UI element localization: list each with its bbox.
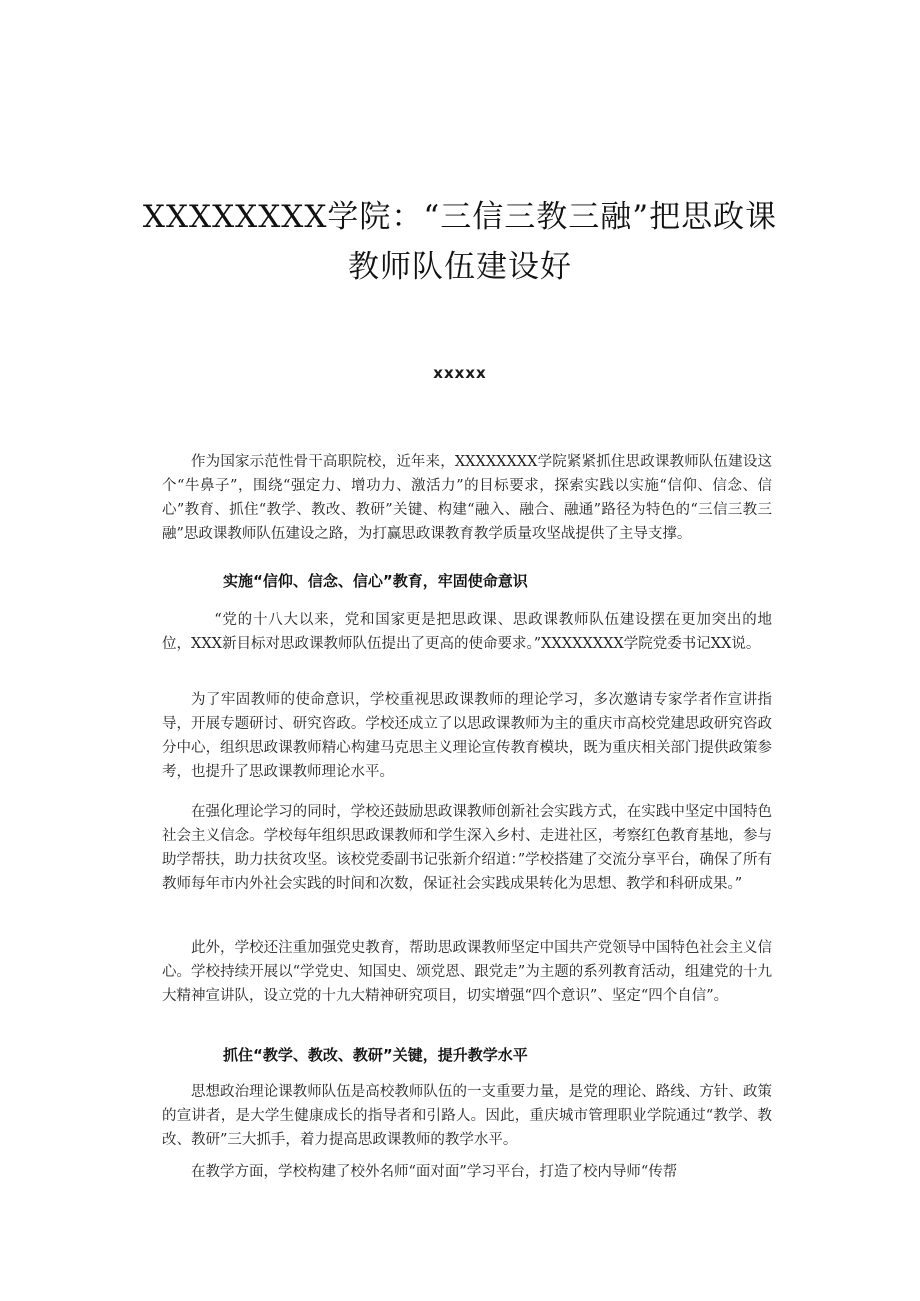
paragraph-intro: 作为国家示范性骨干高职院校，近年来，XXXXXXXX学院紧紧抓住思政课教师队伍建设这个“牛鼻子”，围绕“强定力、增功力、激活力”的目标要求，探索实践以实施“信仰、信念、信心”教育、抓住“教学、教改、教研”关键、构建“融入、融合、融通”路径为特色的“三信三教三融”思政课教师队伍建设之路，为打赢思政课教育教学质量攻坚战提供了主导支撑。	[162, 454, 772, 542]
document-title: XXXXXXXX学院：“三信三教三融”把思政课教师队伍建设好	[142, 199, 778, 285]
paragraph-party-history: 此外，学校还注重加强党史教育，帮助思政课教师坚定中国共产党领导中国特色社会主义信心。学校持续开展以“学党史、知国史、颂党恩、跟党走”为主题的系列教育活动，组建党的十九大精神宣讲队，设立党的十九大精神研究项目，切实增强“四个意识”、坚定“四个自信”。	[162, 940, 772, 1004]
paragraph-theory-study: 为了牢固教师的使命意识，学校重视思政课教师的理论学习，多次邀请专家学者作宣讲指导，开展专题研讨、研究咨政。学校还成立了以思政课教师为主的重庆市高校党建思政研究咨政分中心，组织思政课教师精心构建马克思主义理论宣传教育模块，既为重庆相关部门提供政策参考，也提升了思政课教师理论水平。	[162, 692, 772, 780]
paragraph-quote: “党的十八大以来，党和国家更是把思政课、思政课教师队伍建设摆在更加突出的地位，XXX新目标对思政课教师队伍提出了更高的使命要求。”XXXXXXXX学院党委书记XX说。	[162, 612, 772, 652]
section-heading-2: 抓住“教学、教改、教研”关键，提升教学水平	[223, 1046, 528, 1064]
section-heading-1: 实施“信仰、信念、信心”教育，牢固使命意识	[223, 572, 528, 590]
paragraph-social-practice: 在强化理论学习的同时，学校还鼓励思政课教师创新社会实践方式，在实践中坚定中国特色社会主义信念。学校每年组织思政课教师和学生深入乡村、走进社区，考察红色教育基地，参与助学帮扶，助力扶贫攻坚。该校党委副书记张新介绍道：”学校搭建了交流分享平台，确保了所有教师每年市内外社会实践的时间和次数，保证社会实践成果转化为思想、教学和科研成果。”	[162, 804, 772, 892]
paragraph-teacher-team: 思想政治理论课教师队伍是高校教师队伍的一支重要力量，是党的理论、路线、方针、政策的宣讲者，是大学生健康成长的指导者和引路人。因此，重庆城市管理职业学院通过“教学、教改、教研”三大抓手，着力提高思政课教师的教学水平。	[162, 1084, 772, 1148]
paragraph-teaching: 在教学方面，学校构建了校外名师“面对面”学习平台，打造了校内导师“传帮	[191, 1164, 678, 1180]
author-name: xxxxx	[433, 364, 487, 382]
